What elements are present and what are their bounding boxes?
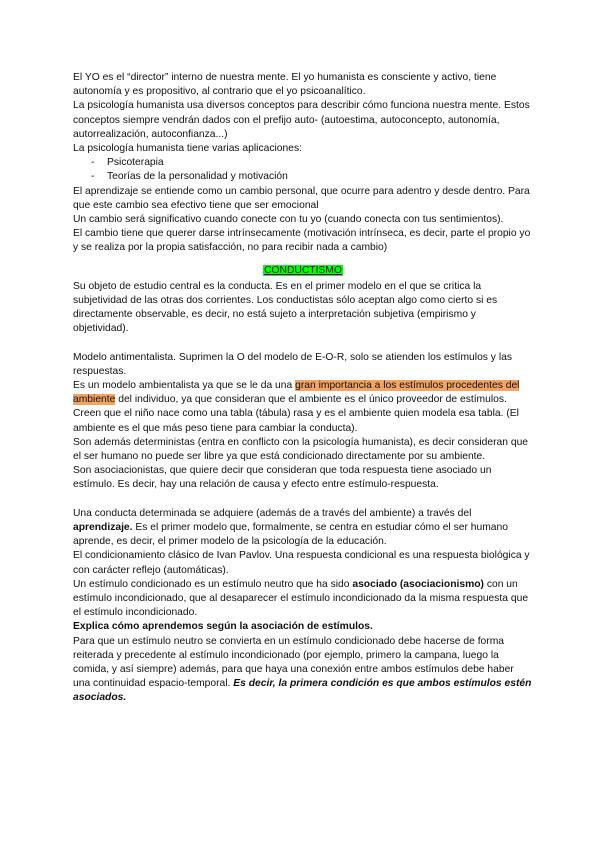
bold-italic-conclusion: Es decir, la primera condición es que ambos estímulos estén asociados.	[73, 678, 532, 704]
conductismo-paragraph-antimentalista: Modelo antimentalista. Suprimen la O del modelo de E-O-R, solo se atienden los estímulos y las respuestas.	[73, 351, 512, 377]
intro-paragraph-cambio-significativo: Un cambio será significativo cuando conecte con tu yo (cuando conecta con tus sentimientos).	[73, 214, 504, 226]
aprendizaje-text-end: Es el primer modelo que, formalmente, se centra en estudiar cómo el ser humano aprende, es decir, el primer modelo de la psicología de la educación.	[73, 521, 508, 548]
aplicaciones-list	[73, 156, 533, 184]
highlighted-text: gran importancia a los estímulos procedentes del ambiente	[73, 380, 520, 406]
paragraph-spacer	[73, 337, 533, 351]
paragraph-spacer	[73, 493, 533, 507]
estimulo-text-start: Un estímulo condicionado es un estímulo neutro que ha sido	[73, 578, 353, 590]
conductismo-paragraph-aprendizaje	[73, 507, 533, 550]
conductismo-paragraph-respuesta	[73, 635, 533, 706]
conductismo-paragraph-pavlov: El condicionamiento clásico de Ivan Pavlov. Una respuesta condicional es una respuesta biológica y con carácter reflejo (automáticas).	[73, 550, 530, 576]
conductismo-paragraph-deterministas: Son además deterministas (entra en conflicto con la psicología humanista), es decir consideran que el ser humano no puede ser libre ya que está condicionado directamente por su ambiente.	[73, 436, 529, 463]
intro-paragraph-aprendizaje: El aprendizaje se entiende como un cambio personal, que ocurre para adentro y desde dentro. Para que este cambio sea efectivo tiene que ser emocional	[73, 185, 530, 211]
intro-paragraph-conceptos: La psicología humanista usa diversos conceptos para describir cómo funciona nuestra mente. Estos conceptos siempre vendrán dados con el prefijo auto- (autoestima, autoconcepto, autonomía, autorrealización, autoconfianza...)	[73, 100, 530, 140]
ambientalista-text-end: del individuo, ya que consideran que el ambiente es el único proveedor de estímulos. Creen que el niño nace como una tabla (tábula) rasa y es el ambiente quien modela esa tabla. (El ambiente es el que más peso tiene para cambiar la conducta).	[73, 394, 519, 434]
intro-paragraph-cambio-intrinseco: El cambio tiene que querer darse intrínsecamente (motivación intrínseca, es decir, parte el propio yo y se realiza por la propia satisfacción, no para recibir nada a cambio)	[73, 228, 531, 254]
question-heading: Explica cómo aprendemos según la asociación de estímulos.	[73, 621, 373, 633]
conductismo-paragraph-asociacionistas: Son asociacionistas, que quiere decir que consideran que toda respuesta tiene asociado un estímulo. Es decir, hay una relación de causa y efecto entre estímulo-respuesta.	[73, 465, 492, 491]
intro-paragraph-aplicaciones: La psicología humanista tiene varias aplicaciones:	[73, 143, 302, 155]
section-heading: CONDUCTISMO	[264, 264, 342, 276]
section-heading-wrap	[73, 264, 533, 278]
list-item: - Teorías de la personalidad y motivación	[73, 170, 533, 184]
conductismo-paragraph-ambientalista	[73, 379, 533, 436]
ambientalista-text-start: Es un modelo ambientalista ya que se le da una	[73, 380, 296, 392]
list-item: - Psicoterapia	[73, 156, 533, 170]
bold-term-asociado: asociado (asociacionismo)	[352, 578, 484, 590]
aprendizaje-text-start: Una conducta determinada se adquiere (además de a través del ambiente) a través del	[73, 507, 472, 519]
conductismo-paragraph-estimulo-condicionado	[73, 578, 533, 621]
bold-term-aprendizaje: aprendizaje.	[73, 521, 133, 533]
document-body	[73, 71, 533, 706]
intro-paragraph-yo: El YO es el “director” interno de nuestra mente. El yo humanista es consciente y activo, tiene autonomía y es propositivo, al contrario que el yo psicoanalítico.	[73, 72, 497, 98]
conductismo-paragraph-objeto: Su objeto de estudio central es la conducta. Es en el primer modelo en el que se critica la subjetividad de las otras dos corrientes. Los conductistas sólo aceptan algo como cierto si es directamente observable, es decir, no está sujeto a interpretación subjetiva (empirismo y objetividad).	[73, 280, 498, 335]
respuesta-text: Para que un estímulo neutro se convierta en un estímulo condicionado debe hacerse de forma reiterada y precedente al estímulo incondicionado (por ejemplo, primero la campana, luego la comida, y así siempre) además, para que haya una conexión entre ambos estímulos debe haber una continuidad espacio-temporal.	[73, 635, 514, 690]
estimulo-text-end: con un estímulo incondicionado, que al desaparecer el estímulo incondicionado da la misma respuesta que el estímulo incondicionado.	[73, 578, 529, 619]
